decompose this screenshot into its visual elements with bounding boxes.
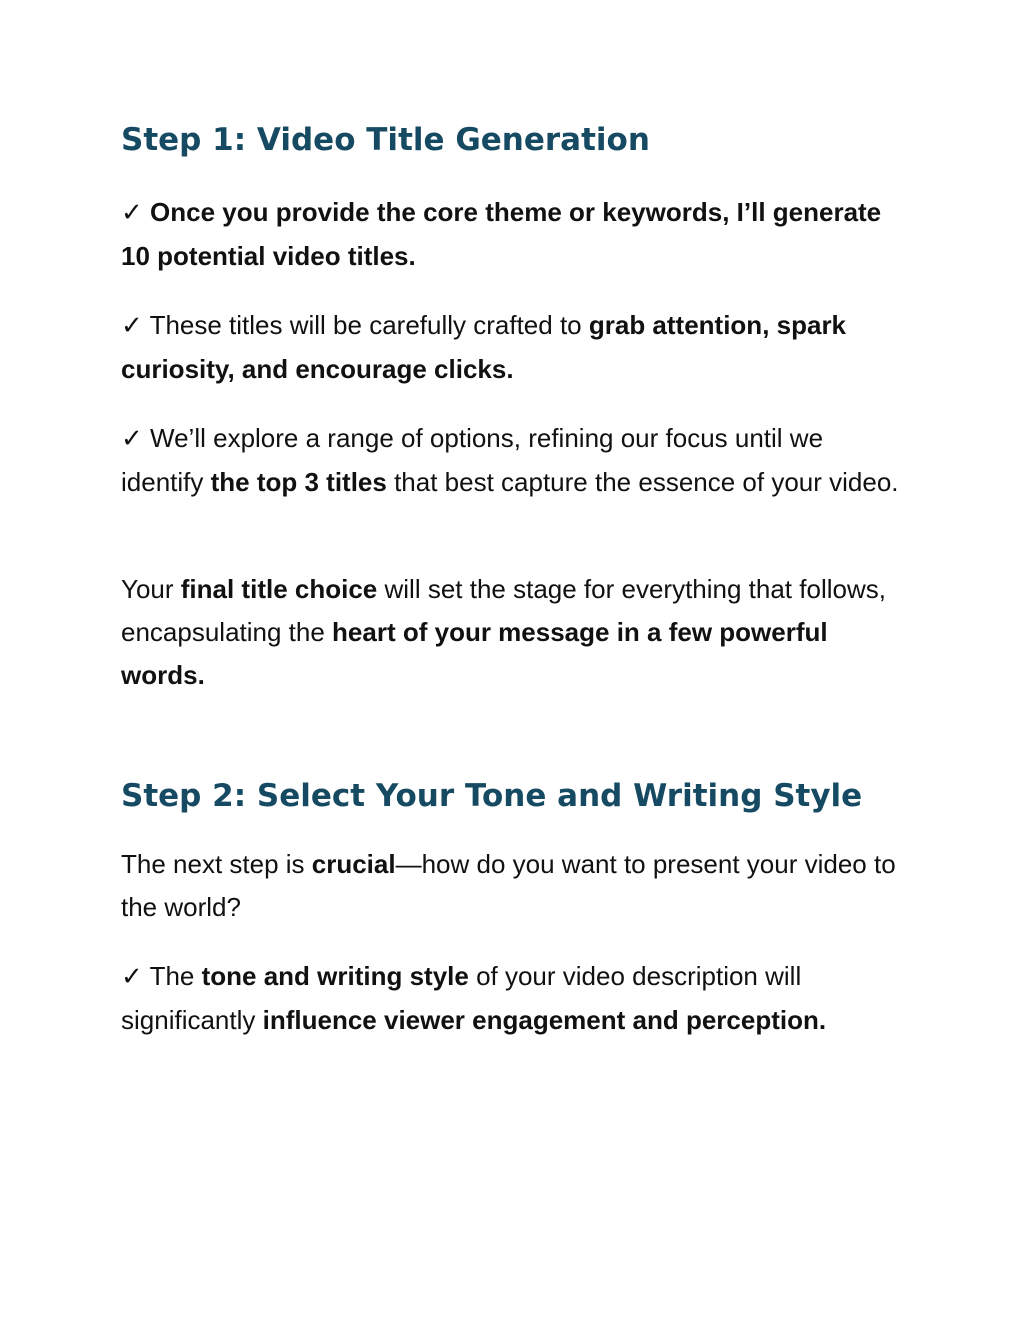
checkmark-icon: ✓	[121, 424, 143, 454]
step1-p3-text-1: We’ll explore a range of options, refining our focus until we identify	[121, 423, 824, 497]
step1-p4-text-1: Your	[121, 574, 181, 604]
step1-paragraph-3	[121, 417, 911, 504]
step2-p2-bold-2: influence viewer engagement and perception.	[262, 1005, 827, 1035]
step2-p1-text-1: The next step is	[121, 849, 312, 879]
step1-p2-text: These titles will be carefully crafted to	[149, 310, 589, 340]
step1-paragraph-4	[121, 568, 911, 697]
step1-p2-bold: grab attention, spark curiosity, and encourage clicks.	[121, 310, 847, 384]
checkmark-icon: ✓	[121, 311, 143, 341]
step2-p2-bold-1: tone and writing style	[201, 961, 469, 991]
step1-heading: Step 1: Video Title Generation	[121, 122, 650, 158]
step1-p3-bold: the top 3 titles	[210, 467, 387, 497]
step1-p4-text-2: will set the stage for everything that follows, encapsulating the	[121, 574, 886, 647]
step1-paragraph-1	[121, 191, 911, 278]
step2-p1-bold: crucial	[311, 849, 396, 879]
step1-p4-bold-2: heart of your message in a few powerful words.	[121, 617, 828, 690]
step1-p3-text-2: that best capture the essence of your video.	[386, 467, 899, 497]
step2-p2-text-1: The	[149, 961, 202, 991]
step2-p2-text-2: of your video description will significantly	[121, 961, 802, 1035]
step2-heading: Step 2: Select Your Tone and Writing Style	[121, 778, 863, 814]
step1-paragraph-2	[121, 304, 911, 391]
checkmark-icon: ✓	[121, 962, 143, 992]
step2-paragraph-1	[121, 843, 911, 929]
step2-paragraph-2	[121, 955, 911, 1042]
checkmark-icon: ✓	[121, 198, 143, 228]
step2-p1-text-2: —how do you want to present your video to the world?	[121, 849, 896, 922]
step1-p4-bold-1: final title choice	[180, 574, 378, 604]
step1-p1-bold: Once you provide the core theme or keywords, I’ll generate 10 potential video titles.	[121, 197, 882, 271]
